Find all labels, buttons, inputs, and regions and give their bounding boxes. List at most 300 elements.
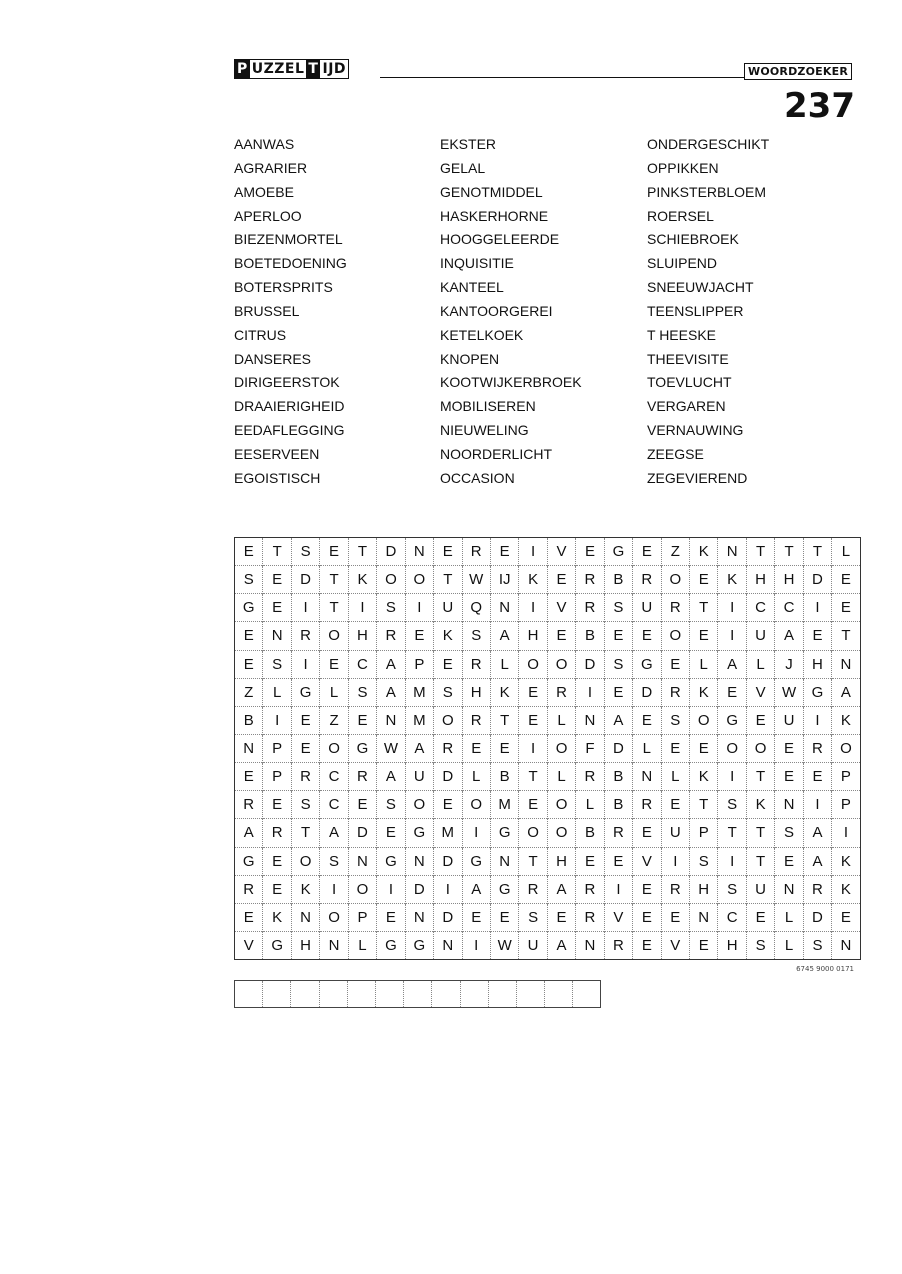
grid-cell[interactable]: E	[633, 875, 661, 903]
grid-cell[interactable]: L	[690, 650, 718, 678]
grid-cell[interactable]: B	[490, 763, 518, 791]
grid-cell[interactable]: H	[746, 566, 774, 594]
grid-cell[interactable]: D	[803, 903, 831, 931]
grid-cell[interactable]: B	[604, 763, 632, 791]
grid-cell[interactable]: T	[746, 847, 774, 875]
grid-cell[interactable]: S	[291, 538, 319, 566]
grid-cell[interactable]: G	[490, 875, 518, 903]
grid-cell[interactable]: I	[519, 594, 547, 622]
grid-cell[interactable]: H	[348, 622, 376, 650]
grid-cell[interactable]: R	[604, 931, 632, 959]
grid-cell[interactable]: I	[263, 706, 291, 734]
grid-cell[interactable]: E	[547, 903, 575, 931]
grid-cell[interactable]: E	[633, 706, 661, 734]
answer-box[interactable]	[545, 981, 573, 1008]
grid-cell[interactable]: L	[775, 903, 803, 931]
grid-cell[interactable]: S	[462, 622, 490, 650]
grid-cell[interactable]: A	[377, 650, 405, 678]
grid-cell[interactable]: E	[519, 706, 547, 734]
grid-cell[interactable]: B	[576, 819, 604, 847]
grid-cell[interactable]: V	[661, 931, 689, 959]
grid-cell[interactable]: H	[775, 566, 803, 594]
grid-cell[interactable]: K	[718, 566, 746, 594]
answer-box[interactable]	[263, 981, 291, 1008]
grid-cell[interactable]: R	[235, 875, 263, 903]
grid-cell[interactable]: H	[718, 931, 746, 959]
grid-cell[interactable]: P	[405, 650, 433, 678]
grid-cell[interactable]: U	[661, 819, 689, 847]
grid-cell[interactable]: E	[291, 706, 319, 734]
grid-cell[interactable]: G	[377, 931, 405, 959]
grid-cell[interactable]: K	[291, 875, 319, 903]
grid-cell[interactable]: N	[235, 734, 263, 762]
grid-cell[interactable]: E	[320, 538, 348, 566]
grid-cell[interactable]: I	[604, 875, 632, 903]
grid-cell[interactable]: A	[462, 875, 490, 903]
grid-cell[interactable]: E	[832, 566, 860, 594]
grid-cell[interactable]: L	[746, 650, 774, 678]
grid-cell[interactable]: S	[348, 678, 376, 706]
grid-cell[interactable]: O	[320, 903, 348, 931]
grid-cell[interactable]: E	[604, 847, 632, 875]
grid-cell[interactable]: G	[348, 734, 376, 762]
grid-cell[interactable]: I	[519, 538, 547, 566]
grid-cell[interactable]: R	[576, 594, 604, 622]
grid-cell[interactable]: Z	[320, 706, 348, 734]
grid-cell[interactable]: T	[434, 566, 462, 594]
grid-cell[interactable]: K	[690, 763, 718, 791]
grid-cell[interactable]: Z	[235, 678, 263, 706]
grid-cell[interactable]: S	[235, 566, 263, 594]
grid-cell[interactable]: V	[604, 903, 632, 931]
grid-cell[interactable]: T	[348, 538, 376, 566]
grid-cell[interactable]: O	[291, 847, 319, 875]
grid-cell[interactable]: L	[633, 734, 661, 762]
grid-cell[interactable]: R	[462, 538, 490, 566]
grid-cell[interactable]: R	[803, 734, 831, 762]
grid-cell[interactable]: O	[746, 734, 774, 762]
grid-cell[interactable]: R	[633, 566, 661, 594]
grid-cell[interactable]: E	[462, 734, 490, 762]
grid-cell[interactable]: D	[633, 678, 661, 706]
grid-cell[interactable]: E	[746, 903, 774, 931]
grid-cell[interactable]: A	[377, 763, 405, 791]
grid-cell[interactable]: F	[576, 734, 604, 762]
grid-cell[interactable]: N	[263, 622, 291, 650]
grid-cell[interactable]: E	[263, 594, 291, 622]
grid-cell[interactable]: E	[462, 903, 490, 931]
grid-cell[interactable]: P	[348, 903, 376, 931]
grid-cell[interactable]: E	[775, 763, 803, 791]
grid-cell[interactable]: L	[576, 791, 604, 819]
grid-cell[interactable]: D	[434, 763, 462, 791]
grid-cell[interactable]: G	[235, 847, 263, 875]
grid-cell[interactable]: K	[832, 875, 860, 903]
grid-cell[interactable]: G	[803, 678, 831, 706]
grid-cell[interactable]: R	[291, 763, 319, 791]
grid-cell[interactable]: R	[661, 875, 689, 903]
grid-cell[interactable]: I	[576, 678, 604, 706]
grid-cell[interactable]: E	[633, 819, 661, 847]
grid-cell[interactable]: T	[746, 763, 774, 791]
grid-cell[interactable]: U	[405, 763, 433, 791]
grid-cell[interactable]: D	[803, 566, 831, 594]
grid-cell[interactable]: E	[434, 650, 462, 678]
grid-cell[interactable]: O	[690, 706, 718, 734]
grid-cell[interactable]: I	[462, 931, 490, 959]
grid-cell[interactable]: H	[291, 931, 319, 959]
grid-cell[interactable]: S	[263, 650, 291, 678]
grid-cell[interactable]: S	[604, 594, 632, 622]
grid-cell[interactable]: T	[746, 819, 774, 847]
grid-cell[interactable]: R	[263, 819, 291, 847]
grid-cell[interactable]: R	[803, 875, 831, 903]
grid-cell[interactable]: S	[434, 678, 462, 706]
grid-cell[interactable]: T	[718, 819, 746, 847]
grid-cell[interactable]: G	[263, 931, 291, 959]
grid-cell[interactable]: G	[490, 819, 518, 847]
grid-cell[interactable]: O	[320, 622, 348, 650]
grid-cell[interactable]: I	[718, 622, 746, 650]
grid-cell[interactable]: I	[377, 875, 405, 903]
grid-cell[interactable]: I	[661, 847, 689, 875]
grid-cell[interactable]: P	[690, 819, 718, 847]
grid-cell[interactable]: T	[690, 594, 718, 622]
grid-cell[interactable]: K	[263, 903, 291, 931]
grid-cell[interactable]: P	[263, 763, 291, 791]
grid-cell[interactable]: A	[405, 734, 433, 762]
grid-cell[interactable]: R	[462, 706, 490, 734]
grid-cell[interactable]: V	[235, 931, 263, 959]
grid-cell[interactable]: G	[291, 678, 319, 706]
grid-cell[interactable]: IJ	[490, 566, 518, 594]
grid-cell[interactable]: D	[291, 566, 319, 594]
grid-cell[interactable]: I	[291, 594, 319, 622]
grid-cell[interactable]: N	[405, 847, 433, 875]
grid-cell[interactable]: C	[320, 763, 348, 791]
answer-box[interactable]	[460, 981, 488, 1008]
grid-cell[interactable]: E	[434, 791, 462, 819]
grid-cell[interactable]: T	[291, 819, 319, 847]
grid-cell[interactable]: L	[547, 763, 575, 791]
grid-cell[interactable]: M	[434, 819, 462, 847]
grid-cell[interactable]: K	[690, 538, 718, 566]
grid-cell[interactable]: R	[661, 678, 689, 706]
grid-cell[interactable]: G	[633, 650, 661, 678]
grid-cell[interactable]: R	[576, 903, 604, 931]
grid-cell[interactable]: E	[661, 650, 689, 678]
grid-cell[interactable]: S	[803, 931, 831, 959]
grid-cell[interactable]: K	[434, 622, 462, 650]
grid-cell[interactable]: E	[547, 622, 575, 650]
grid-cell[interactable]: P	[832, 791, 860, 819]
grid-cell[interactable]: I	[320, 875, 348, 903]
grid-cell[interactable]: O	[377, 566, 405, 594]
grid-cell[interactable]: E	[320, 650, 348, 678]
grid-cell[interactable]: G	[235, 594, 263, 622]
grid-cell[interactable]: E	[661, 734, 689, 762]
grid-cell[interactable]: E	[490, 734, 518, 762]
grid-cell[interactable]: E	[235, 763, 263, 791]
grid-cell[interactable]: O	[718, 734, 746, 762]
grid-cell[interactable]: S	[775, 819, 803, 847]
grid-cell[interactable]: I	[291, 650, 319, 678]
grid-cell[interactable]: T	[832, 622, 860, 650]
grid-cell[interactable]: A	[490, 622, 518, 650]
grid-cell[interactable]: O	[832, 734, 860, 762]
grid-cell[interactable]: E	[633, 622, 661, 650]
grid-cell[interactable]: R	[377, 622, 405, 650]
grid-cell[interactable]: S	[661, 706, 689, 734]
grid-cell[interactable]: N	[490, 594, 518, 622]
grid-cell[interactable]: R	[348, 763, 376, 791]
grid-cell[interactable]: C	[746, 594, 774, 622]
grid-cell[interactable]: W	[490, 931, 518, 959]
grid-cell[interactable]: P	[832, 763, 860, 791]
grid-cell[interactable]: O	[320, 734, 348, 762]
grid-cell[interactable]: D	[348, 819, 376, 847]
grid-cell[interactable]: E	[576, 538, 604, 566]
grid-cell[interactable]: E	[690, 622, 718, 650]
grid-cell[interactable]: D	[377, 538, 405, 566]
grid-cell[interactable]: G	[604, 538, 632, 566]
grid-cell[interactable]: E	[775, 734, 803, 762]
grid-cell[interactable]: E	[235, 622, 263, 650]
grid-cell[interactable]: K	[832, 847, 860, 875]
grid-cell[interactable]: E	[235, 650, 263, 678]
grid-cell[interactable]: N	[690, 903, 718, 931]
grid-cell[interactable]: E	[291, 734, 319, 762]
grid-cell[interactable]: G	[377, 847, 405, 875]
grid-cell[interactable]: K	[519, 566, 547, 594]
grid-cell[interactable]: D	[576, 650, 604, 678]
grid-cell[interactable]: E	[235, 538, 263, 566]
grid-cell[interactable]: O	[519, 650, 547, 678]
answer-box[interactable]	[516, 981, 544, 1008]
grid-cell[interactable]: S	[377, 594, 405, 622]
grid-cell[interactable]: C	[718, 903, 746, 931]
grid-cell[interactable]: A	[803, 819, 831, 847]
grid-cell[interactable]: R	[434, 734, 462, 762]
grid-cell[interactable]: Z	[661, 538, 689, 566]
grid-cell[interactable]: T	[775, 538, 803, 566]
grid-cell[interactable]: N	[320, 931, 348, 959]
grid-cell[interactable]: E	[633, 538, 661, 566]
grid-cell[interactable]: G	[405, 931, 433, 959]
grid-cell[interactable]: T	[320, 594, 348, 622]
grid-cell[interactable]: O	[434, 706, 462, 734]
grid-cell[interactable]: K	[746, 791, 774, 819]
grid-cell[interactable]: U	[746, 875, 774, 903]
grid-cell[interactable]: L	[775, 931, 803, 959]
grid-cell[interactable]: C	[348, 650, 376, 678]
grid-cell[interactable]: L	[263, 678, 291, 706]
grid-cell[interactable]: D	[405, 875, 433, 903]
grid-cell[interactable]: U	[434, 594, 462, 622]
answer-box[interactable]	[235, 981, 263, 1008]
grid-cell[interactable]: M	[405, 678, 433, 706]
grid-cell[interactable]: B	[235, 706, 263, 734]
grid-cell[interactable]: O	[519, 819, 547, 847]
grid-cell[interactable]: I	[832, 819, 860, 847]
grid-cell[interactable]: O	[547, 819, 575, 847]
grid-cell[interactable]: S	[519, 903, 547, 931]
grid-cell[interactable]: E	[377, 903, 405, 931]
grid-cell[interactable]: K	[690, 678, 718, 706]
grid-cell[interactable]: S	[377, 791, 405, 819]
grid-cell[interactable]: E	[690, 566, 718, 594]
grid-cell[interactable]: N	[405, 538, 433, 566]
grid-cell[interactable]: U	[519, 931, 547, 959]
grid-cell[interactable]: T	[263, 538, 291, 566]
grid-cell[interactable]: N	[718, 538, 746, 566]
grid-cell[interactable]: E	[490, 538, 518, 566]
grid-cell[interactable]: R	[576, 763, 604, 791]
grid-cell[interactable]: O	[405, 566, 433, 594]
grid-cell[interactable]: O	[462, 791, 490, 819]
grid-cell[interactable]: I	[348, 594, 376, 622]
grid-cell[interactable]: S	[746, 931, 774, 959]
grid-cell[interactable]: M	[405, 706, 433, 734]
grid-cell[interactable]: T	[519, 763, 547, 791]
grid-cell[interactable]: N	[490, 847, 518, 875]
grid-cell[interactable]: E	[348, 791, 376, 819]
grid-cell[interactable]: K	[832, 706, 860, 734]
grid-cell[interactable]: L	[320, 678, 348, 706]
grid-cell[interactable]: P	[263, 734, 291, 762]
grid-cell[interactable]: E	[348, 706, 376, 734]
grid-cell[interactable]: G	[718, 706, 746, 734]
grid-cell[interactable]: R	[519, 875, 547, 903]
grid-cell[interactable]: I	[718, 594, 746, 622]
grid-cell[interactable]: E	[263, 566, 291, 594]
grid-cell[interactable]: A	[547, 931, 575, 959]
grid-cell[interactable]: S	[291, 791, 319, 819]
grid-cell[interactable]: I	[462, 819, 490, 847]
grid-cell[interactable]: N	[832, 650, 860, 678]
grid-cell[interactable]: D	[434, 847, 462, 875]
grid-cell[interactable]: R	[235, 791, 263, 819]
grid-cell[interactable]: E	[490, 903, 518, 931]
grid-cell[interactable]: E	[803, 622, 831, 650]
grid-cell[interactable]: S	[604, 650, 632, 678]
grid-cell[interactable]: O	[348, 875, 376, 903]
grid-cell[interactable]: A	[775, 622, 803, 650]
grid-cell[interactable]: C	[320, 791, 348, 819]
grid-cell[interactable]: E	[832, 594, 860, 622]
grid-cell[interactable]: D	[604, 734, 632, 762]
grid-cell[interactable]: O	[405, 791, 433, 819]
grid-cell[interactable]: L	[462, 763, 490, 791]
grid-cell[interactable]: E	[718, 678, 746, 706]
grid-cell[interactable]: E	[775, 847, 803, 875]
grid-cell[interactable]: V	[547, 594, 575, 622]
grid-cell[interactable]: E	[633, 903, 661, 931]
grid-cell[interactable]: R	[661, 594, 689, 622]
answer-box[interactable]	[375, 981, 403, 1008]
grid-cell[interactable]: S	[690, 847, 718, 875]
grid-cell[interactable]: L	[490, 650, 518, 678]
grid-cell[interactable]: D	[434, 903, 462, 931]
grid-cell[interactable]: A	[718, 650, 746, 678]
grid-cell[interactable]: R	[576, 875, 604, 903]
grid-cell[interactable]: K	[348, 566, 376, 594]
grid-cell[interactable]: R	[633, 791, 661, 819]
grid-cell[interactable]: E	[519, 678, 547, 706]
grid-cell[interactable]: U	[775, 706, 803, 734]
grid-cell[interactable]: A	[377, 678, 405, 706]
grid-cell[interactable]: T	[519, 847, 547, 875]
grid-cell[interactable]: R	[576, 566, 604, 594]
grid-cell[interactable]: K	[490, 678, 518, 706]
grid-cell[interactable]: E	[263, 791, 291, 819]
grid-cell[interactable]: N	[832, 931, 860, 959]
grid-cell[interactable]: A	[547, 875, 575, 903]
grid-cell[interactable]: G	[405, 819, 433, 847]
grid-cell[interactable]: E	[604, 678, 632, 706]
grid-cell[interactable]: R	[291, 622, 319, 650]
grid-cell[interactable]: H	[690, 875, 718, 903]
grid-cell[interactable]: L	[547, 706, 575, 734]
grid-cell[interactable]: S	[718, 875, 746, 903]
grid-cell[interactable]: N	[405, 903, 433, 931]
grid-cell[interactable]: E	[690, 734, 718, 762]
grid-cell[interactable]: W	[462, 566, 490, 594]
grid-cell[interactable]: N	[633, 763, 661, 791]
grid-cell[interactable]: E	[235, 903, 263, 931]
grid-cell[interactable]: O	[661, 566, 689, 594]
grid-cell[interactable]: I	[405, 594, 433, 622]
grid-cell[interactable]: W	[775, 678, 803, 706]
grid-cell[interactable]: E	[434, 538, 462, 566]
grid-cell[interactable]: I	[718, 847, 746, 875]
grid-cell[interactable]: H	[519, 622, 547, 650]
grid-cell[interactable]: E	[547, 566, 575, 594]
grid-cell[interactable]: E	[746, 706, 774, 734]
grid-cell[interactable]: I	[803, 594, 831, 622]
answer-box[interactable]	[488, 981, 516, 1008]
grid-cell[interactable]: E	[604, 622, 632, 650]
grid-cell[interactable]: N	[775, 875, 803, 903]
grid-cell[interactable]: U	[633, 594, 661, 622]
grid-cell[interactable]: T	[746, 538, 774, 566]
answer-box[interactable]	[347, 981, 375, 1008]
grid-cell[interactable]: A	[320, 819, 348, 847]
answer-box[interactable]	[432, 981, 460, 1008]
grid-cell[interactable]: V	[547, 538, 575, 566]
answer-box[interactable]	[319, 981, 347, 1008]
grid-cell[interactable]: I	[803, 791, 831, 819]
grid-cell[interactable]: H	[547, 847, 575, 875]
grid-cell[interactable]: T	[690, 791, 718, 819]
grid-cell[interactable]: B	[576, 622, 604, 650]
grid-cell[interactable]: N	[775, 791, 803, 819]
grid-cell[interactable]: E	[633, 931, 661, 959]
grid-cell[interactable]: N	[348, 847, 376, 875]
grid-cell[interactable]: H	[803, 650, 831, 678]
grid-cell[interactable]: N	[434, 931, 462, 959]
grid-cell[interactable]: E	[690, 931, 718, 959]
grid-cell[interactable]: E	[576, 847, 604, 875]
grid-cell[interactable]: E	[661, 903, 689, 931]
grid-cell[interactable]: A	[803, 847, 831, 875]
grid-cell[interactable]: E	[832, 903, 860, 931]
grid-cell[interactable]: R	[462, 650, 490, 678]
grid-cell[interactable]: O	[547, 791, 575, 819]
grid-cell[interactable]: A	[235, 819, 263, 847]
grid-cell[interactable]: V	[746, 678, 774, 706]
grid-cell[interactable]: E	[263, 847, 291, 875]
